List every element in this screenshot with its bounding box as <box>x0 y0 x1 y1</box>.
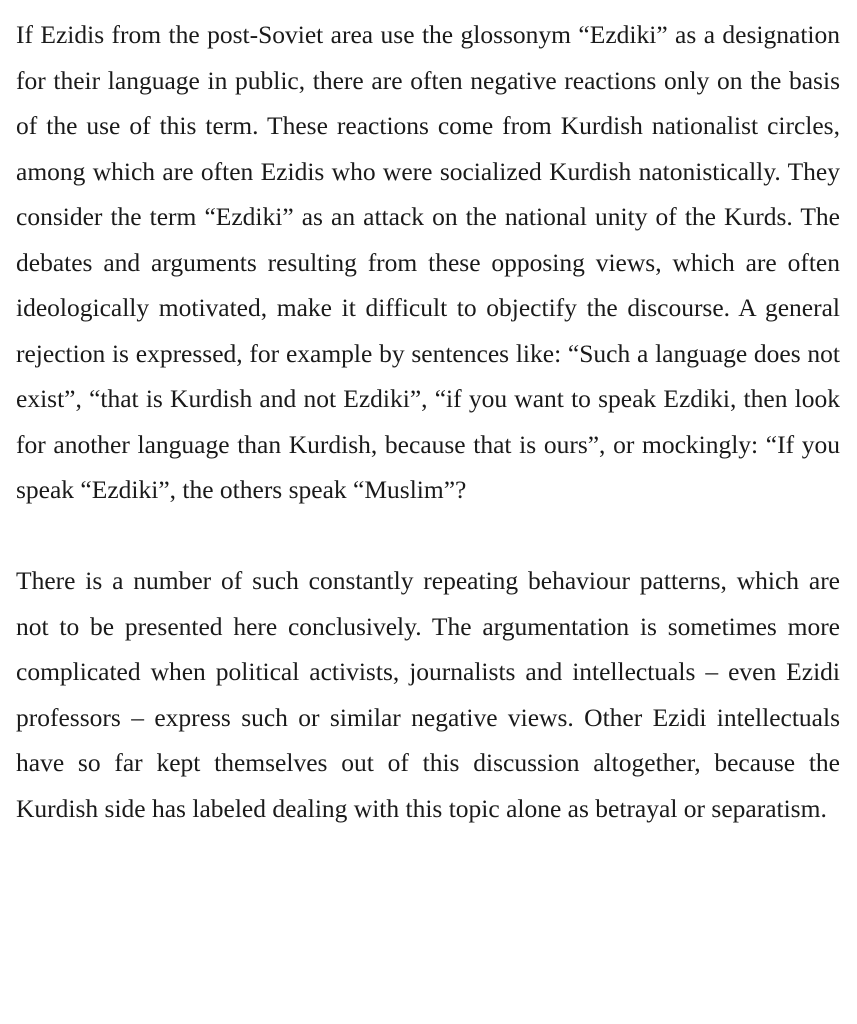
document-page <box>16 12 840 831</box>
paragraph-1: If Ezidis from the post-Soviet area use the glossonym “Ezdiki” as a designation for their language in public, there are often negative reactions only on the basis of the use of this term. These reactions come from Kurdish nationalist circles, among which are often Ezidis who were socialized Kurdish natonistically. They consider the term “Ezdiki” as an attack on the national unity of the Kurds. The debates and arguments resulting from these opposing views, which are often ideologically motivated, make it difficult to objectify the discourse. A general rejection is expressed, for example by sentences like: “Such a language does not exist”, “that is Kurdish and not Ezdiki”, “if you want to speak Ezdiki, then look for another language than Kurdish, because that is ours”, or mockingly: “If you speak “Ezdiki”, the others speak “Muslim”? <box>16 20 840 504</box>
paragraph-2: There is a number of such constantly repeating behaviour patterns, which are not to be presented here conclusively. The argumentation is sometimes more complicated when political activists, journalists and intellectuals – even Ezidi professors – express such or similar negative views. Other Ezidi intellectuals have so far kept themselves out of this discussion altogether, because the Kurdish side has labeled dealing with this topic alone as betrayal or separatism. <box>16 566 840 823</box>
